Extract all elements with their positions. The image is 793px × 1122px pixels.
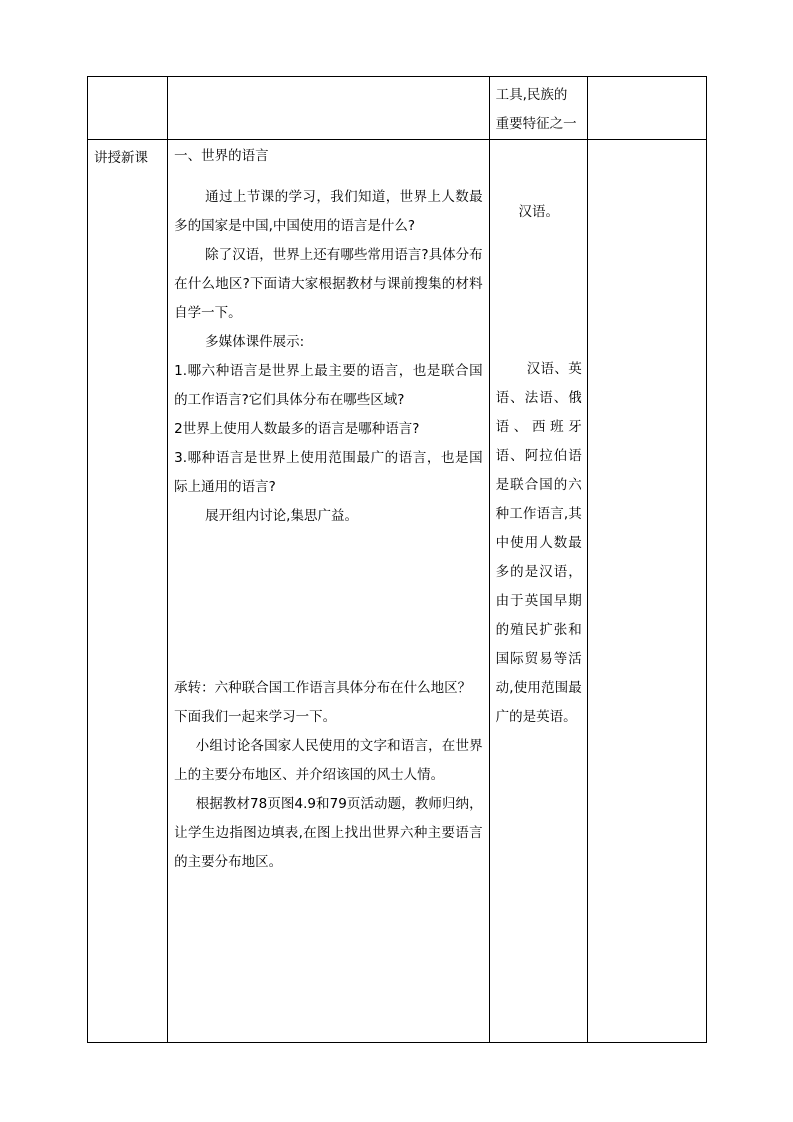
question-item: 3.哪种语言是世界上使用范围最广的语言，也是国际上通用的语言?: [174, 450, 483, 495]
question-item: 1.哪六种语言是世界上最主要的语言，也是联合国的工作语言?它们具体分布在哪些区域?: [174, 363, 483, 408]
table-cell: [168, 77, 490, 140]
cell-text: 重要特征之一: [495, 116, 577, 132]
paragraph: 除了汉语，世界上还有哪些常用语言?具体分布在什么地区?下面请大家根据教材与课前搜集的材料自学一下。: [174, 247, 483, 321]
student-activity-cell: [489, 140, 587, 1043]
paragraph: 多媒体课件展示:: [205, 334, 305, 350]
paragraph: 小组讨论各国家人民使用的文字和语言，在世界上的主要分布地区、并介绍该国的风士人情。: [174, 738, 483, 783]
lesson-plan-table: [87, 76, 707, 1043]
question-item: 2世界上使用人数最多的语言是哪种语言?: [174, 421, 420, 437]
answer-text: 汉语。: [518, 204, 559, 220]
cell-text: 工具,民族的: [495, 87, 568, 103]
paragraph: 通过上节课的学习，我们知道，世界上人数最多的国家是中国,中国使用的语言是什么?: [174, 189, 483, 234]
section-label-cell: [88, 140, 168, 1043]
paragraph: 展开组内讨论,集思广益。: [205, 508, 358, 524]
paragraph: 根据教材78页图4.9和79页活动题，教师归纳，让学生边指图边填表,在图上找出世界六种主要语言的主要分布地区。: [174, 796, 483, 870]
table-cell: [88, 77, 168, 140]
answer-text: 汉语、英语、法语、俄语、西班牙语、阿拉伯语是联合国的六种工作语言,其中使用人数最多的是汉语，由于英国早期的殖民扩张和国际贸易等活动,使用范围最广的是英语。: [495, 361, 582, 725]
table-row: [88, 140, 707, 1043]
section-label: 讲授新课: [94, 150, 148, 166]
teaching-content-cell: [168, 140, 490, 1043]
table-cell: [587, 77, 706, 140]
transition-text: 承转：六种联合国工作语言具体分布在什么地区？ 下面我们一起来学习一下。: [174, 680, 472, 725]
table-cell: [489, 77, 587, 140]
table-cell: [587, 140, 706, 1043]
section-heading: 一、世界的语言: [174, 148, 269, 164]
table-row: [88, 77, 707, 140]
